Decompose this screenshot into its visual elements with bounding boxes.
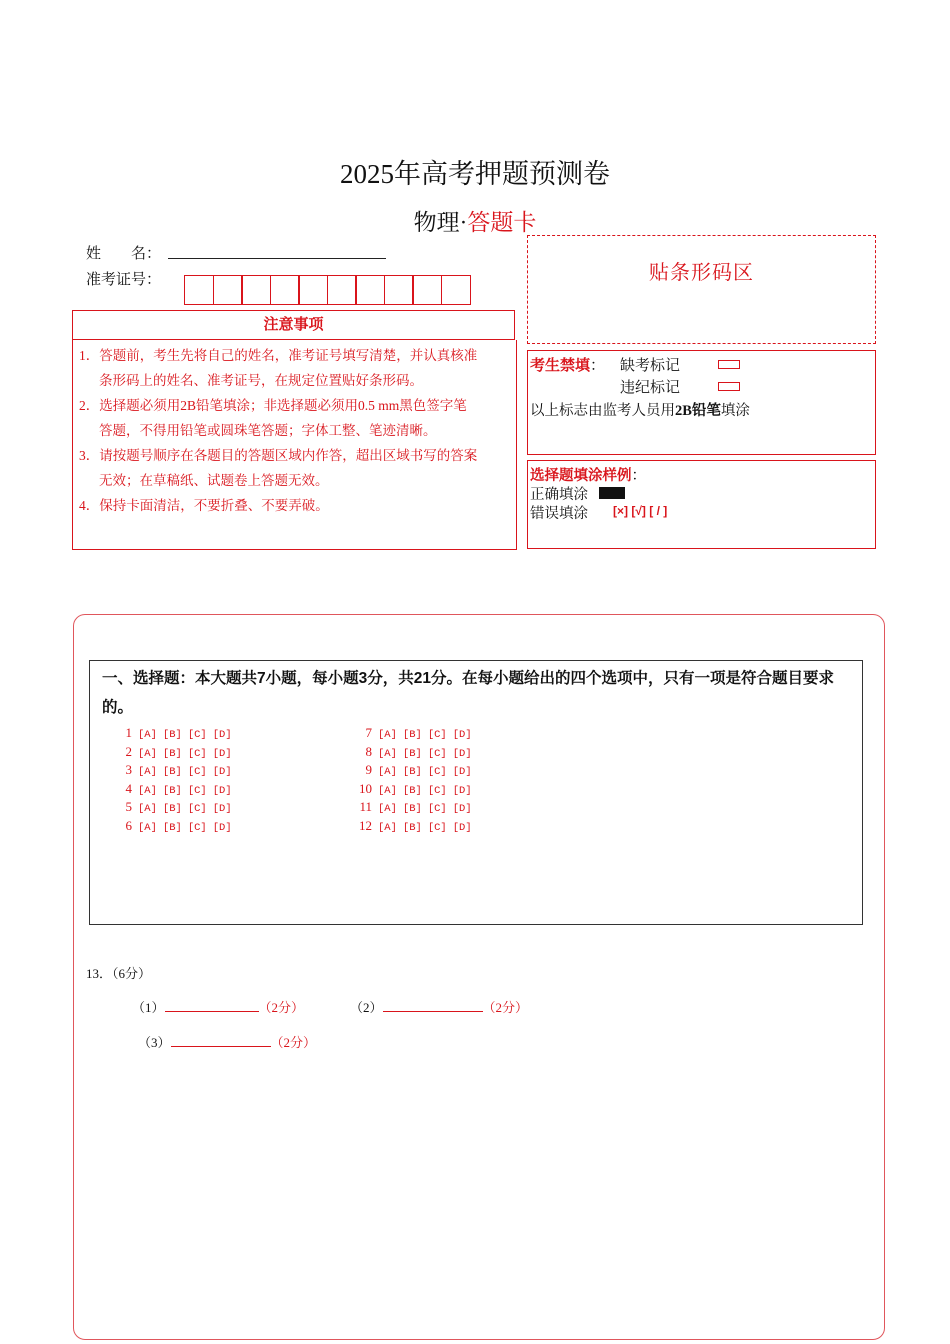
option-d[interactable]: [D] xyxy=(452,766,472,778)
option-a[interactable]: [A] xyxy=(378,729,397,741)
proctor-label-text: 考生禁填 xyxy=(530,357,591,374)
sample-label-text: 选择题填涂样例 xyxy=(530,468,632,484)
wrong-fill-samples: [×] [√] [ / ] xyxy=(613,504,668,518)
notice-line: 3．请按题号顺序在各题目的答题区域内作答，超出区域书写的答案 xyxy=(79,448,478,463)
question-number: 1 xyxy=(125,725,132,740)
choice-row xyxy=(350,762,478,781)
option-c[interactable]: [C] xyxy=(187,729,207,741)
option-b[interactable]: [B] xyxy=(402,821,422,834)
ticket-digit-box[interactable] xyxy=(327,275,357,305)
absent-mark-box[interactable] xyxy=(718,360,740,369)
card-label: 答题卡 xyxy=(467,210,537,235)
part-label: （2） xyxy=(350,1000,383,1015)
option-b[interactable]: [B] xyxy=(162,821,182,834)
option-c[interactable]: [C] xyxy=(187,784,207,797)
fill-sample-box xyxy=(527,460,876,549)
choice-row xyxy=(110,799,238,818)
option-d[interactable]: [D] xyxy=(212,729,232,741)
ticket-digit-box[interactable] xyxy=(270,275,300,305)
option-b[interactable]: [B] xyxy=(402,784,422,797)
option-d[interactable]: [D] xyxy=(452,729,472,741)
subtitle xyxy=(0,204,950,237)
option-c[interactable]: [C] xyxy=(187,803,207,815)
question-number: 11 xyxy=(359,799,372,814)
notice-line: 条形码上的姓名、准考证号，在规定位置贴好条形码。 xyxy=(99,373,423,388)
violation-mark-label: 违纪标记 xyxy=(620,380,681,396)
question-number: 9 xyxy=(365,762,372,777)
barcode-label: 贴条形码区 xyxy=(649,262,754,284)
option-b[interactable]: [B] xyxy=(162,747,182,760)
ticket-digit-box[interactable] xyxy=(441,275,471,305)
violation-mark-box[interactable] xyxy=(718,382,740,391)
answer-blank[interactable] xyxy=(171,1034,271,1047)
choice-column-left xyxy=(110,725,238,836)
option-b[interactable]: [B] xyxy=(162,766,182,778)
part-score: （2分） xyxy=(258,1000,305,1015)
option-b[interactable]: [B] xyxy=(402,747,422,760)
option-a[interactable]: [A] xyxy=(378,803,397,815)
answer-blank[interactable] xyxy=(165,999,259,1012)
notice-line: 无效；在草稿纸、试题卷上答题无效。 xyxy=(99,473,329,488)
name-label: 姓 名： xyxy=(86,246,162,262)
q13-title: 13．（6分） xyxy=(86,966,152,981)
option-b[interactable]: [B] xyxy=(162,784,182,797)
note-text: 以上标志由监考人员用 xyxy=(530,403,675,419)
colon: ： xyxy=(590,358,606,374)
absent-mark-label: 缺考标记 xyxy=(620,358,681,374)
option-d[interactable]: [D] xyxy=(452,784,472,797)
question-number: 8 xyxy=(365,743,372,759)
option-a[interactable]: [A] xyxy=(378,766,397,778)
option-c[interactable]: [C] xyxy=(427,784,447,797)
q13-part1 xyxy=(132,997,304,1016)
proctor-label xyxy=(530,354,605,375)
notice-line: 4．保持卡面清洁，不要折叠、不要弄破。 xyxy=(79,498,329,513)
part-score: （2分） xyxy=(270,1035,317,1050)
ticket-digit-box[interactable] xyxy=(355,275,385,305)
ticket-label: 准考证号： xyxy=(86,272,162,288)
ticket-digit-box[interactable] xyxy=(213,275,243,305)
wrong-fill-label: 错误填涂 xyxy=(530,506,588,522)
correct-fill-label: 正确填涂 xyxy=(530,487,588,503)
notice-item xyxy=(79,343,477,393)
option-a[interactable]: [A] xyxy=(138,766,157,778)
choice-row xyxy=(350,799,478,818)
option-a[interactable]: [A] xyxy=(138,821,157,834)
colon: ： xyxy=(631,468,646,484)
option-d[interactable]: [D] xyxy=(452,747,472,760)
subject-label: 物理· xyxy=(413,210,468,235)
question-number: 7 xyxy=(365,725,372,740)
note-text: 填涂 xyxy=(720,403,750,419)
option-b[interactable]: [B] xyxy=(162,729,182,741)
option-c[interactable]: [C] xyxy=(427,729,447,741)
question-number: 3 xyxy=(125,762,132,777)
choice-column-right xyxy=(350,725,478,836)
choice-row xyxy=(110,818,238,837)
question-number: 12 xyxy=(359,817,372,833)
notice-item xyxy=(79,393,467,443)
option-c[interactable]: [C] xyxy=(187,747,207,760)
ticket-digit-box[interactable] xyxy=(412,275,442,305)
option-c[interactable]: [C] xyxy=(187,766,207,778)
option-c[interactable]: [C] xyxy=(427,766,447,778)
ticket-digit-box[interactable] xyxy=(298,275,328,305)
option-a[interactable]: [A] xyxy=(138,729,157,741)
ticket-digit-box[interactable] xyxy=(384,275,414,305)
option-d[interactable]: [D] xyxy=(212,766,232,778)
ticket-digit-box[interactable] xyxy=(241,275,271,305)
q13-part2 xyxy=(350,997,528,1016)
option-d[interactable]: [D] xyxy=(212,747,232,760)
part-score: （2分） xyxy=(482,1000,529,1015)
option-a[interactable]: [A] xyxy=(138,747,157,760)
option-b[interactable]: [B] xyxy=(162,803,182,815)
choice-row xyxy=(350,725,478,744)
ticket-number-boxes[interactable] xyxy=(184,275,471,305)
choice-row xyxy=(110,725,238,744)
answer-blank[interactable] xyxy=(383,999,483,1012)
notice-item xyxy=(79,443,477,493)
part-label: （3） xyxy=(138,1035,171,1050)
filled-mark-sample xyxy=(599,487,625,499)
option-c[interactable]: [C] xyxy=(187,821,207,834)
name-field[interactable] xyxy=(168,258,386,259)
option-b[interactable]: [B] xyxy=(402,729,422,741)
option-d[interactable]: [D] xyxy=(212,803,232,815)
ticket-digit-box[interactable] xyxy=(184,275,214,305)
question-number: 2 xyxy=(125,743,132,759)
proctor-note xyxy=(530,399,750,420)
question-number: 4 xyxy=(125,780,132,796)
notice-line: 1．答题前，考生先将自己的姓名，准考证号填写清楚，并认真核准 xyxy=(79,348,478,363)
option-a[interactable]: [A] xyxy=(378,821,397,834)
question-number: 6 xyxy=(125,817,132,833)
notice-heading: 注意事项 xyxy=(72,310,515,340)
sample-label xyxy=(530,464,646,485)
barcode-area xyxy=(527,235,876,344)
option-d[interactable]: [D] xyxy=(212,784,232,797)
notice-line: 答题，不得用铅笔或圆珠笔答题；字体工整、笔迹清晰。 xyxy=(99,423,437,438)
choice-row xyxy=(110,744,238,763)
question-number: 5 xyxy=(125,799,132,814)
option-a[interactable]: [A] xyxy=(378,784,397,797)
option-a[interactable]: [A] xyxy=(138,784,157,797)
page-title: 2025年高考押题预测卷 xyxy=(340,159,610,189)
note-bold: 2B铅笔 xyxy=(675,403,721,419)
choice-section-heading: 一、选择题：本大题共7小题，每小题3分，共21分。在每小题给出的四个选项中，只有一项是符合题目要求的。 xyxy=(102,670,834,716)
notice-item xyxy=(79,493,329,518)
option-d[interactable]: [D] xyxy=(452,803,472,815)
option-c[interactable]: [C] xyxy=(427,821,447,834)
choice-row xyxy=(350,781,478,800)
option-c[interactable]: [C] xyxy=(427,803,447,815)
option-d[interactable]: [D] xyxy=(452,821,472,834)
option-a[interactable]: [A] xyxy=(138,803,157,815)
choice-row xyxy=(110,762,238,781)
option-b[interactable]: [B] xyxy=(402,766,422,778)
option-c[interactable]: [C] xyxy=(427,747,447,760)
option-d[interactable]: [D] xyxy=(212,821,232,834)
choice-row xyxy=(110,781,238,800)
part-label: （1） xyxy=(132,1000,165,1015)
option-a[interactable]: [A] xyxy=(378,747,397,760)
question-number: 10 xyxy=(359,780,372,796)
q13-part3 xyxy=(138,1032,316,1051)
choice-row xyxy=(350,818,478,837)
notice-line: 2．选择题必须用2B铅笔填涂；非选择题必须用0.5 mm黑色签字笔 xyxy=(79,398,467,413)
notice-box xyxy=(72,340,517,550)
proctor-mark-box xyxy=(527,350,876,455)
choice-row xyxy=(350,744,478,763)
option-b[interactable]: [B] xyxy=(402,803,422,815)
